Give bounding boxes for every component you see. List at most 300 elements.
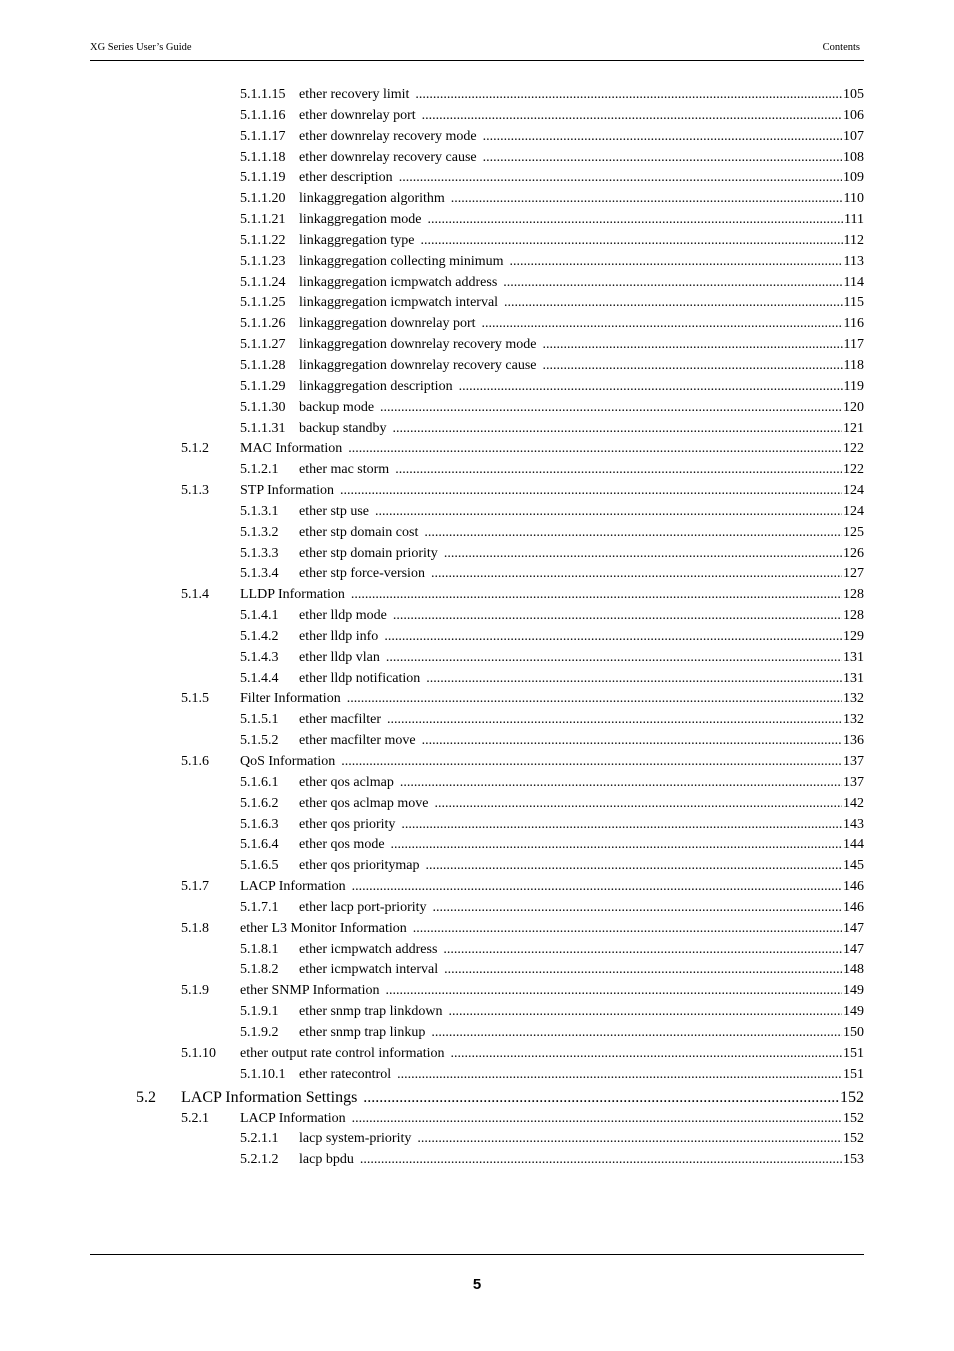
toc-entry-leader [240,752,864,773]
toc-entry-leader [299,960,864,981]
toc-entry-page: 115 [843,293,864,314]
toc-entry-leader [240,481,864,502]
toc-entry-title: ether mac storm [299,460,395,481]
toc-entry-leader [299,419,864,440]
toc-entry-number: 5.1.6.1 [240,774,279,790]
toc-entry-leader [299,856,864,877]
toc-entry-page: 106 [842,106,864,127]
toc-entry-page: 117 [843,335,864,356]
toc-entry-page: 152 [842,1109,864,1130]
toc-entry-leader [240,877,864,898]
toc-dot-leader [426,669,842,690]
toc-entry-leader [299,314,864,335]
toc-entry-title: lacp bpdu [299,1150,360,1171]
toc-entry-number: 5.1.9 [181,983,209,999]
toc-entry-number: 5.1.10.1 [240,1066,286,1082]
toc-entry-title: LACP Information Settings [181,1086,363,1109]
toc-entry-number: 5.1.4 [181,587,209,603]
toc-entry-title: linkaggregation type [299,231,420,252]
toc-dot-leader [393,606,842,627]
toc-entry-title: lacp system-priority [299,1129,417,1150]
toc-entry-page: 126 [842,544,864,565]
table-of-contents [0,85,954,1171]
toc-entry-title: QoS Information [240,752,341,773]
toc-entry-number: 5.1.1.23 [240,253,286,269]
toc-entry[interactable] [0,127,954,148]
toc-dot-leader [426,856,842,877]
toc-entry-leader [240,689,864,710]
toc-entry[interactable] [0,439,954,460]
toc-entry-leader [299,273,864,294]
toc-entry-title: ether SNMP Information [240,981,385,1002]
toc-entry-number: 5.1.3.4 [240,566,279,582]
toc-dot-leader [360,1150,842,1171]
toc-entry-title: ether icmpwatch address [299,940,443,961]
toc-entry[interactable] [0,293,954,314]
toc-entry-page: 124 [842,502,864,523]
toc-entry[interactable] [0,1129,954,1150]
toc-entry-title: ether downrelay port [299,106,422,127]
toc-entry-number: 5.1.6.4 [240,837,279,853]
toc-entry[interactable] [0,606,954,627]
toc-dot-leader [451,189,843,210]
toc-entry-page: 137 [842,752,864,773]
toc-dot-leader [352,1109,842,1130]
toc-entry-page: 110 [843,189,864,210]
toc-entry[interactable] [0,689,954,710]
toc-entry[interactable] [0,773,954,794]
toc-entry-page: 122 [842,439,864,460]
toc-entry-leader [299,189,864,210]
toc-entry-title: Filter Information [240,689,347,710]
toc-entry-page: 112 [843,231,864,252]
toc-entry[interactable] [0,940,954,961]
toc-entry-number: 5.2.1.1 [240,1131,279,1147]
toc-entry-page: 132 [842,689,864,710]
toc-dot-leader [385,981,842,1002]
toc-entry[interactable] [0,648,954,669]
toc-entry-page: 128 [842,585,864,606]
toc-dot-leader [448,1002,842,1023]
toc-dot-leader [431,564,842,585]
toc-entry-page: 137 [842,773,864,794]
toc-entry[interactable] [0,1002,954,1023]
toc-entry-page: 132 [842,710,864,731]
toc-entry-title: ether L3 Monitor Information [240,919,413,940]
toc-entry-number: 5.1.5.2 [240,733,279,749]
toc-dot-leader [392,419,842,440]
toc-entry-number: 5.1.1.29 [240,378,286,394]
toc-dot-leader [482,314,843,335]
toc-entry-leader [299,127,864,148]
toc-entry-leader [299,815,864,836]
toc-entry-page: 107 [842,127,864,148]
toc-entry[interactable] [0,106,954,127]
toc-dot-leader [543,335,843,356]
toc-entry-title: linkaggregation algorithm [299,189,451,210]
toc-entry-leader [299,564,864,585]
toc-entry-page: 131 [842,648,864,669]
toc-entry-title: ether icmpwatch interval [299,960,444,981]
toc-dot-leader [543,356,843,377]
page-header [90,40,864,61]
toc-entry-number: 5.1.9.1 [240,1004,279,1020]
toc-entry-title: ether downrelay recovery mode [299,127,483,148]
toc-entry[interactable] [0,585,954,606]
toc-entry[interactable] [0,189,954,210]
toc-entry-title: MAC Information [240,439,348,460]
toc-entry-number: 5.1.4.3 [240,649,279,665]
toc-entry-page: 150 [842,1023,864,1044]
toc-entry-number: 5.1.1.28 [240,357,286,373]
toc-entry-title: LACP Information [240,1109,352,1130]
toc-entry-leader [299,210,864,231]
toc-dot-leader [510,252,843,273]
toc-dot-leader [427,210,843,231]
toc-entry-title: ether lldp mode [299,606,393,627]
toc-entry-title: linkaggregation downrelay recovery cause [299,356,543,377]
toc-entry-title: STP Information [240,481,340,502]
toc-entry-page: 149 [842,1002,864,1023]
toc-entry-leader [299,502,864,523]
toc-entry-title: ether qos mode [299,835,391,856]
toc-entry-page: 119 [843,377,864,398]
toc-entry-page: 105 [842,85,864,106]
toc-entry-number: 5.1.10 [181,1045,216,1061]
toc-dot-leader [391,835,842,856]
toc-entry-number: 5.1.6 [181,754,209,769]
toc-entry[interactable] [0,231,954,252]
toc-entry-number: 5.1.3.2 [240,524,279,540]
toc-entry-number: 5.1.9.2 [240,1024,279,1040]
toc-entry[interactable] [0,877,954,898]
toc-entry-title: ether qos priority [299,815,401,836]
toc-entry-page: 151 [842,1065,864,1086]
toc-dot-leader [340,481,842,502]
toc-entry[interactable] [0,85,954,106]
toc-entry-number: 5.1.7 [181,879,209,895]
page-number: 5 [472,1276,482,1293]
toc-entry-page: 127 [842,564,864,585]
toc-entry-leader [240,439,864,460]
toc-entry-title: ether macfilter [299,710,387,731]
toc-entry[interactable] [0,168,954,189]
toc-entry-page: 143 [842,815,864,836]
toc-entry-page: 120 [842,398,864,419]
document-title: XG Series User’s Guide [90,42,192,53]
toc-entry[interactable] [0,1109,954,1130]
toc-entry-title: linkaggregation collecting minimum [299,252,510,273]
toc-entry-number: 5.1.8.2 [240,962,279,978]
toc-dot-leader [422,731,842,752]
toc-dot-leader [424,523,842,544]
toc-dot-leader [433,898,842,919]
toc-entry-page: 152 [842,1129,864,1150]
toc-entry-page: 136 [842,731,864,752]
toc-dot-leader [444,544,842,565]
toc-dot-leader [341,752,842,773]
toc-entry-leader [240,919,864,940]
toc-entry-number: 5.2.1 [181,1110,209,1126]
toc-entry-number: 5.1.4.4 [240,670,279,686]
toc-dot-leader [483,148,842,169]
toc-entry-leader [240,585,864,606]
toc-entry-number: 5.1.6.2 [240,795,279,811]
toc-dot-leader [351,585,842,606]
toc-entry-number: 5.1.6.3 [240,816,279,832]
toc-entry-page: 129 [842,627,864,648]
toc-entry-number: 5.1.4.2 [240,628,279,644]
toc-entry-title: ether recovery limit [299,85,415,106]
toc-dot-leader [399,168,842,189]
toc-entry-number: 5.1.1.24 [240,274,286,290]
toc-entry-number: 5.1.1.15 [240,87,286,102]
toc-entry-page: 118 [843,356,864,377]
toc-dot-leader [395,460,842,481]
toc-entry-number: 5.1.1.27 [240,337,286,353]
toc-entry-title: ether snmp trap linkdown [299,1002,448,1023]
toc-dot-leader [483,127,842,148]
toc-entry-leader [299,398,864,419]
toc-entry-leader [299,377,864,398]
toc-entry-title: ether qos prioritymap [299,856,426,877]
toc-entry[interactable] [0,314,954,335]
toc-entry-page: 148 [842,960,864,981]
toc-entry-number: 5.2 [136,1088,156,1106]
toc-dot-leader [386,648,842,669]
toc-entry-title: LACP Information [240,877,352,898]
toc-entry-number: 5.1.3.3 [240,545,279,561]
toc-entry[interactable] [0,669,954,690]
toc-entry-leader [299,356,864,377]
toc-entry[interactable] [0,398,954,419]
toc-entry-page: 113 [843,252,864,273]
toc-entry-title: LLDP Information [240,585,351,606]
toc-entry[interactable] [0,960,954,981]
toc-entry-leader [299,940,864,961]
toc-entry-page: 122 [842,460,864,481]
toc-entry-number: 5.1.1.20 [240,191,286,207]
toc-entry-title: linkaggregation icmpwatch interval [299,293,504,314]
toc-entry-number: 5.1.3 [181,483,209,499]
toc-entry-title: linkaggregation mode [299,210,427,231]
toc-entry-title: ether lldp vlan [299,648,386,669]
toc-entry[interactable] [0,1150,954,1171]
toc-entry[interactable] [0,898,954,919]
toc-entry[interactable] [0,252,954,273]
toc-entry-leader [299,1023,864,1044]
toc-entry-page: 152 [839,1086,864,1109]
toc-entry-page: 146 [842,877,864,898]
toc-entry-page: 111 [843,210,864,231]
toc-entry-leader [299,460,864,481]
toc-entry-number: 5.1.1.26 [240,316,286,332]
toc-entry-title: ether macfilter move [299,731,422,752]
toc-entry-leader [299,669,864,690]
toc-entry-leader [299,1002,864,1023]
toc-entry-title: linkaggregation icmpwatch address [299,273,503,294]
toc-entry-page: 145 [842,856,864,877]
toc-entry-leader [299,1065,864,1086]
toc-dot-leader [443,940,842,961]
toc-dot-leader [363,1086,839,1109]
toc-entry-number: 5.1.1.21 [240,212,286,228]
toc-entry[interactable] [0,856,954,877]
toc-entry-title: linkaggregation downrelay recovery mode [299,335,543,356]
toc-entry-title: backup mode [299,398,380,419]
toc-entry-leader [299,335,864,356]
section-title: Contents [822,42,860,53]
toc-dot-leader [348,439,842,460]
toc-entry-title: ether description [299,168,399,189]
toc-entry[interactable] [0,335,954,356]
toc-entry-number: 5.1.1.19 [240,170,286,186]
toc-entry-number: 5.1.3.1 [240,503,279,519]
toc-entry[interactable] [0,481,954,502]
toc-entry-page: 116 [843,314,864,335]
toc-dot-leader [503,273,842,294]
toc-dot-leader [347,689,842,710]
toc-entry[interactable] [0,1044,954,1065]
toc-entry[interactable] [0,627,954,648]
toc-entry-title: ether lldp notification [299,669,426,690]
toc-dot-leader [431,1023,842,1044]
toc-dot-leader [434,794,842,815]
toc-entry-title: ether qos aclmap move [299,794,434,815]
toc-entry[interactable] [0,273,954,294]
toc-entry-number: 5.1.1.25 [240,295,286,311]
toc-entry[interactable] [0,794,954,815]
toc-entry-page: 147 [842,919,864,940]
toc-entry[interactable] [0,752,954,773]
toc-entry[interactable] [0,356,954,377]
toc-entry-title: ether ratecontrol [299,1065,397,1086]
toc-entry-number: 5.1.1.18 [240,149,286,165]
toc-dot-leader [422,106,842,127]
toc-dot-leader [444,960,842,981]
toc-entry[interactable] [0,919,954,940]
toc-dot-leader [451,1044,843,1065]
toc-entry[interactable] [0,210,954,231]
toc-entry-leader [299,106,864,127]
toc-entry[interactable] [0,544,954,565]
toc-entry-leader [299,252,864,273]
toc-entry-title: ether qos aclmap [299,773,400,794]
toc-entry-number: 5.1.7.1 [240,899,279,915]
toc-entry-title: ether downrelay recovery cause [299,148,483,169]
toc-entry-leader [240,981,864,1002]
toc-dot-leader [459,377,843,398]
toc-entry[interactable] [0,815,954,836]
toc-entry-page: 131 [842,669,864,690]
toc-entry-leader [299,1129,864,1150]
toc-entry[interactable] [0,1023,954,1044]
toc-entry-page: 128 [842,606,864,627]
toc-dot-leader [417,1129,842,1150]
toc-entry-leader [299,627,864,648]
toc-entry-page: 151 [842,1044,864,1065]
toc-entry-leader [299,523,864,544]
toc-entry-page: 144 [842,835,864,856]
toc-entry-title: ether stp force-version [299,564,431,585]
toc-entry[interactable] [0,564,954,585]
toc-entry-leader [299,148,864,169]
toc-dot-leader [401,815,842,836]
toc-entry-number: 5.1.2.1 [240,462,279,478]
toc-entry-number: 5.1.8.1 [240,941,279,957]
toc-entry-leader [299,606,864,627]
toc-entry[interactable] [0,981,954,1002]
footer-divider [90,1254,864,1255]
toc-entry-leader [299,710,864,731]
toc-entry[interactable] [0,835,954,856]
toc-entry-number: 5.1.5 [181,691,209,707]
toc-entry[interactable] [0,460,954,481]
toc-entry-leader [299,85,864,106]
toc-entry[interactable] [0,1065,954,1086]
toc-entry-leader [299,231,864,252]
toc-entry-number: 5.1.1.17 [240,128,286,144]
toc-entry-title: ether lldp info [299,627,384,648]
toc-entry[interactable] [0,377,954,398]
toc-dot-leader [415,85,842,106]
toc-entry-leader [240,1044,864,1065]
toc-entry-page: 114 [843,273,864,294]
toc-entry[interactable] [0,502,954,523]
toc-dot-leader [352,877,842,898]
toc-entry-number: 5.1.8 [181,920,209,936]
toc-entry-title: ether snmp trap linkup [299,1023,431,1044]
toc-entry-title: linkaggregation description [299,377,459,398]
toc-entry-page: 108 [842,148,864,169]
toc-entry-leader [299,835,864,856]
toc-entry-leader [240,1109,864,1130]
toc-dot-leader [384,627,842,648]
toc-entry-leader [299,731,864,752]
toc-entry-title: ether stp domain cost [299,523,424,544]
toc-entry-leader [299,773,864,794]
toc-entry-page: 124 [842,481,864,502]
toc-entry-title: ether stp domain priority [299,544,444,565]
toc-entry-title: ether output rate control information [240,1044,451,1065]
toc-entry-leader [299,898,864,919]
toc-entry-leader [299,293,864,314]
toc-dot-leader [397,1065,842,1086]
toc-entry-leader [299,794,864,815]
toc-entry-page: 149 [842,981,864,1002]
toc-entry[interactable] [0,1086,954,1109]
toc-entry-page: 142 [842,794,864,815]
toc-dot-leader [420,231,842,252]
toc-entry-leader [299,648,864,669]
toc-entry[interactable] [0,419,954,440]
toc-entry-page: 153 [842,1150,864,1171]
toc-dot-leader [387,710,842,731]
toc-entry[interactable] [0,710,954,731]
toc-entry-leader [299,544,864,565]
toc-entry[interactable] [0,523,954,544]
toc-entry-number: 5.1.1.31 [240,420,286,436]
toc-entry-number: 5.1.4.1 [240,608,279,624]
toc-entry-number: 5.1.6.5 [240,858,279,874]
toc-dot-leader [375,502,842,523]
toc-entry-number: 5.1.1.22 [240,232,286,248]
toc-entry[interactable] [0,731,954,752]
toc-entry-page: 125 [842,523,864,544]
toc-entry-title: linkaggregation downrelay port [299,314,482,335]
toc-entry-page: 147 [842,940,864,961]
toc-entry[interactable] [0,148,954,169]
